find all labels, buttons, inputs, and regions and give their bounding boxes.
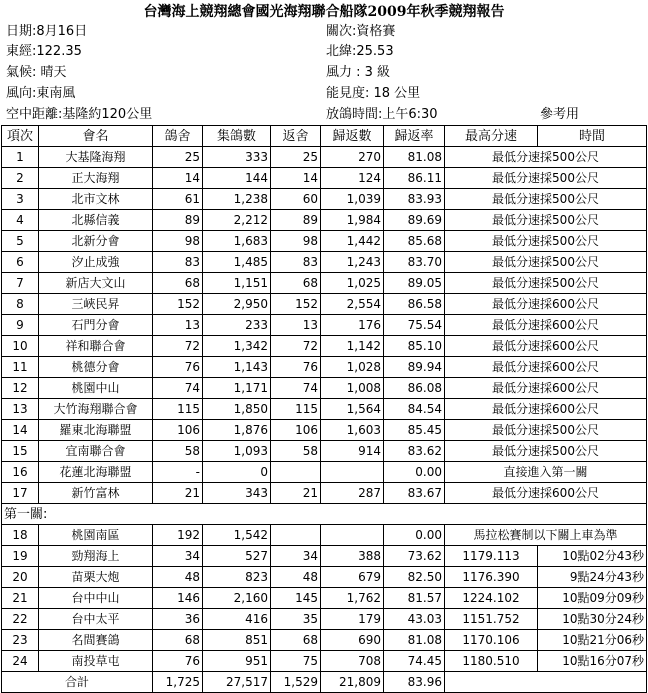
lofts-count: 89	[153, 210, 203, 231]
basketed-count: 851	[203, 630, 271, 651]
return-rate: 86.11	[384, 168, 445, 189]
returned-count: 1,025	[321, 273, 384, 294]
returned-lofts-count: 74	[271, 378, 321, 399]
return-rate: 86.58	[384, 294, 445, 315]
club-name: 名間賽鴿	[39, 630, 153, 651]
basketed-count: 1,171	[203, 378, 271, 399]
col-header: 集鴿數	[203, 126, 271, 147]
returned-lofts-count: 14	[271, 168, 321, 189]
returned-lofts-count: 75	[271, 651, 321, 672]
basketed-count: 1,542	[203, 525, 271, 546]
lofts-count: 72	[153, 336, 203, 357]
returned-count: 1,564	[321, 399, 384, 420]
total-row	[2, 672, 647, 693]
return-rate: 85.45	[384, 420, 445, 441]
max-speed: 1176.390	[445, 567, 538, 588]
weather-label: 氣候: 晴天	[6, 65, 67, 80]
club-name: 桃園南區	[39, 525, 153, 546]
row-number: 10	[2, 336, 39, 357]
basketed-count: 1,876	[203, 420, 271, 441]
speed-note: 最低分速採600公尺	[445, 357, 647, 378]
returned-lofts-count: 68	[271, 630, 321, 651]
club-name: 台中太平	[39, 609, 153, 630]
speed-note: 最低分速採500公尺	[445, 168, 647, 189]
lofts-count: 25	[153, 147, 203, 168]
table-row	[2, 273, 647, 294]
returned-count: 1,028	[321, 357, 384, 378]
lofts-count: 146	[153, 588, 203, 609]
table-row	[2, 147, 647, 168]
lofts-count: 36	[153, 609, 203, 630]
return-rate: 89.05	[384, 273, 445, 294]
row-number: 17	[2, 483, 39, 504]
club-name: 宜南聯合會	[39, 441, 153, 462]
return-rate: 81.08	[384, 630, 445, 651]
arrival-time: 10點09分09秒	[538, 588, 647, 609]
max-speed: 1170.106	[445, 630, 538, 651]
return-rate: 89.94	[384, 357, 445, 378]
returned-lofts-count: 60	[271, 189, 321, 210]
return-rate: 89.69	[384, 210, 445, 231]
table-row	[2, 588, 647, 609]
return-rate: 73.62	[384, 546, 445, 567]
table-header-row	[2, 126, 647, 147]
basketed-count: 1,238	[203, 189, 271, 210]
lofts-count: -	[153, 462, 203, 483]
table-row	[2, 210, 647, 231]
speed-note: 最低分速採600公尺	[445, 378, 647, 399]
speed-note: 最低分速採600公尺	[445, 483, 647, 504]
basketed-count: 1,683	[203, 231, 271, 252]
returned-count: 388	[321, 546, 384, 567]
row-number: 8	[2, 294, 39, 315]
speed-note: 最低分速採600公尺	[445, 315, 647, 336]
col-header: 返舍	[271, 126, 321, 147]
returned-count: 708	[321, 651, 384, 672]
speed-note: 最低分速採600公尺	[445, 336, 647, 357]
club-name: 桃德分會	[39, 357, 153, 378]
returned-count: 124	[321, 168, 384, 189]
release-time-label: 放鴿時間:上午6:30	[326, 107, 438, 122]
return-rate: 81.08	[384, 147, 445, 168]
table-row	[2, 609, 647, 630]
basketed-count: 527	[203, 546, 271, 567]
lofts-count: 74	[153, 378, 203, 399]
row-number: 11	[2, 357, 39, 378]
lofts-count: 58	[153, 441, 203, 462]
row-number: 2	[2, 168, 39, 189]
return-rate: 84.54	[384, 399, 445, 420]
returned-count: 690	[321, 630, 384, 651]
returned-lofts-count: 98	[271, 231, 321, 252]
speed-note: 最低分速採500公尺	[445, 441, 647, 462]
table-row	[2, 378, 647, 399]
table-row	[2, 462, 647, 483]
lofts-count: 76	[153, 357, 203, 378]
club-name: 三峽民昇	[39, 294, 153, 315]
row-number: 14	[2, 420, 39, 441]
table-row	[2, 189, 647, 210]
lofts-count: 34	[153, 546, 203, 567]
lofts-count: 13	[153, 315, 203, 336]
col-header: 會名	[39, 126, 153, 147]
returned-lofts-count: 89	[271, 210, 321, 231]
total-rate: 83.96	[384, 672, 445, 693]
returned-count: 1,008	[321, 378, 384, 399]
returned-lofts-count: 58	[271, 441, 321, 462]
lofts-count: 115	[153, 399, 203, 420]
club-name: 桃園中山	[39, 378, 153, 399]
latitude-label: 北緯:25.53	[326, 44, 394, 59]
returned-lofts-count: 145	[271, 588, 321, 609]
max-speed: 1224.102	[445, 588, 538, 609]
table-row	[2, 420, 647, 441]
table-row	[2, 441, 647, 462]
row-number: 15	[2, 441, 39, 462]
return-rate: 83.67	[384, 483, 445, 504]
lofts-count: 61	[153, 189, 203, 210]
returned-lofts-count: 115	[271, 399, 321, 420]
club-name: 北市文林	[39, 189, 153, 210]
club-name: 石門分會	[39, 315, 153, 336]
total-label: 合計	[2, 672, 153, 693]
speed-note: 最低分速採600公尺	[445, 294, 647, 315]
date-label: 日期:8月16日	[6, 24, 88, 39]
basketed-count: 343	[203, 483, 271, 504]
return-rate: 0.00	[384, 525, 445, 546]
speed-note: 最低分速採500公尺	[445, 420, 647, 441]
basketed-count: 951	[203, 651, 271, 672]
section-row	[2, 504, 647, 525]
table-row	[2, 336, 647, 357]
returned-count	[321, 462, 384, 483]
col-header: 歸返數	[321, 126, 384, 147]
basketed-count: 1,850	[203, 399, 271, 420]
returned-count: 270	[321, 147, 384, 168]
col-header: 項次	[2, 126, 39, 147]
row-number: 20	[2, 567, 39, 588]
col-header: 鴿舍	[153, 126, 203, 147]
returned-count: 2,554	[321, 294, 384, 315]
table-row	[2, 294, 647, 315]
col-header: 最高分速	[445, 126, 538, 147]
table-row	[2, 357, 647, 378]
row-number: 9	[2, 315, 39, 336]
row-number: 13	[2, 399, 39, 420]
returned-count: 176	[321, 315, 384, 336]
return-rate: 75.54	[384, 315, 445, 336]
row-number: 4	[2, 210, 39, 231]
lofts-count: 83	[153, 252, 203, 273]
basketed-count: 1,485	[203, 252, 271, 273]
event-label: 關次:資格賽	[326, 24, 396, 39]
wind-direction-label: 風向:東南風	[6, 86, 76, 101]
return-rate: 82.50	[384, 567, 445, 588]
row-number: 7	[2, 273, 39, 294]
speed-note: 最低分速採500公尺	[445, 189, 647, 210]
returned-count: 287	[321, 483, 384, 504]
max-speed: 1180.510	[445, 651, 538, 672]
returned-lofts-count: 76	[271, 357, 321, 378]
club-name: 大竹海翔聯合會	[39, 399, 153, 420]
club-name: 羅東北海聯盟	[39, 420, 153, 441]
row-number: 18	[2, 525, 39, 546]
table-row	[2, 168, 647, 189]
club-name: 北縣信義	[39, 210, 153, 231]
return-rate: 83.93	[384, 189, 445, 210]
lofts-count: 192	[153, 525, 203, 546]
lofts-count: 68	[153, 630, 203, 651]
returned-count: 179	[321, 609, 384, 630]
basketed-count: 1,143	[203, 357, 271, 378]
table-row	[2, 315, 647, 336]
row-number: 24	[2, 651, 39, 672]
returned-count	[321, 525, 384, 546]
row-number: 1	[2, 147, 39, 168]
table-row	[2, 231, 647, 252]
row-number: 16	[2, 462, 39, 483]
row-number: 5	[2, 231, 39, 252]
basketed-count: 1,342	[203, 336, 271, 357]
report-title: 台灣海上競翔總會國光海翔聯合船隊2009年秋季競翔報告	[143, 4, 505, 20]
table-row	[2, 567, 647, 588]
speed-note: 最低分速採600公尺	[445, 399, 647, 420]
returned-lofts-count: 68	[271, 273, 321, 294]
club-name: 花蓮北海聯盟	[39, 462, 153, 483]
return-rate: 81.57	[384, 588, 445, 609]
lofts-count: 48	[153, 567, 203, 588]
arrival-time: 9點24分43秒	[538, 567, 647, 588]
club-name: 苗栗大炮	[39, 567, 153, 588]
returned-lofts-count: 152	[271, 294, 321, 315]
total-lofts: 1,725	[153, 672, 203, 693]
wind-force-label: 風力 : 3 級	[326, 65, 391, 80]
visibility-label: 能見度: 18 公里	[326, 86, 421, 101]
returned-lofts-count: 35	[271, 609, 321, 630]
speed-note: 最低分速採500公尺	[445, 252, 647, 273]
basketed-count: 1,093	[203, 441, 271, 462]
returned-count: 1,762	[321, 588, 384, 609]
speed-note: 直接進入第一關	[445, 462, 647, 483]
row-number: 12	[2, 378, 39, 399]
returned-lofts-count: 106	[271, 420, 321, 441]
lofts-count: 106	[153, 420, 203, 441]
club-name: 新店大文山	[39, 273, 153, 294]
total-returned-lofts: 1,529	[271, 672, 321, 693]
reference-label: 參考用	[540, 107, 580, 122]
lofts-count: 14	[153, 168, 203, 189]
lofts-count: 68	[153, 273, 203, 294]
returned-count: 1,243	[321, 252, 384, 273]
returned-lofts-count	[271, 525, 321, 546]
basketed-count: 1,151	[203, 273, 271, 294]
distance-label: 空中距離:基隆約120公里	[6, 107, 153, 122]
row-number: 19	[2, 546, 39, 567]
returned-lofts-count: 13	[271, 315, 321, 336]
arrival-time: 10點21分06秒	[538, 630, 647, 651]
total-blank	[445, 672, 647, 693]
speed-note: 最低分速採500公尺	[445, 147, 647, 168]
basketed-count: 333	[203, 147, 271, 168]
returned-lofts-count: 72	[271, 336, 321, 357]
row-number: 3	[2, 189, 39, 210]
basketed-count: 416	[203, 609, 271, 630]
table-row	[2, 399, 647, 420]
returned-lofts-count	[271, 462, 321, 483]
speed-note: 馬拉松賽制以下關上車為準	[445, 525, 647, 546]
club-name: 大基隆海翔	[39, 147, 153, 168]
arrival-time: 10點30分24秒	[538, 609, 647, 630]
max-speed: 1151.752	[445, 609, 538, 630]
returned-count: 679	[321, 567, 384, 588]
return-rate: 0.00	[384, 462, 445, 483]
row-number: 21	[2, 588, 39, 609]
returned-count: 914	[321, 441, 384, 462]
row-number: 22	[2, 609, 39, 630]
basketed-count: 2,160	[203, 588, 271, 609]
returned-lofts-count: 21	[271, 483, 321, 504]
col-header: 時間	[538, 126, 647, 147]
results-table	[1, 125, 647, 693]
basketed-count: 144	[203, 168, 271, 189]
returned-lofts-count: 48	[271, 567, 321, 588]
return-rate: 86.08	[384, 378, 445, 399]
returned-lofts-count: 25	[271, 147, 321, 168]
lofts-count: 98	[153, 231, 203, 252]
col-header: 歸返率	[384, 126, 445, 147]
section-label: 第一關:	[2, 504, 647, 525]
club-name: 新竹富林	[39, 483, 153, 504]
speed-note: 最低分速採500公尺	[445, 210, 647, 231]
returned-count: 1,603	[321, 420, 384, 441]
returned-lofts-count: 83	[271, 252, 321, 273]
basketed-count: 0	[203, 462, 271, 483]
lofts-count: 76	[153, 651, 203, 672]
return-rate: 74.45	[384, 651, 445, 672]
returned-lofts-count: 34	[271, 546, 321, 567]
basketed-count: 2,212	[203, 210, 271, 231]
total-returned: 21,809	[321, 672, 384, 693]
club-name: 勁翔海上	[39, 546, 153, 567]
basketed-count: 823	[203, 567, 271, 588]
lofts-count: 152	[153, 294, 203, 315]
table-row	[2, 483, 647, 504]
total-basketed: 27,517	[203, 672, 271, 693]
return-rate: 43.03	[384, 609, 445, 630]
club-name: 南投草屯	[39, 651, 153, 672]
arrival-time: 10點02分43秒	[538, 546, 647, 567]
return-rate: 85.10	[384, 336, 445, 357]
arrival-time: 10點16分07秒	[538, 651, 647, 672]
table-row	[2, 651, 647, 672]
club-name: 台中中山	[39, 588, 153, 609]
basketed-count: 2,950	[203, 294, 271, 315]
table-row	[2, 630, 647, 651]
returned-count: 1,142	[321, 336, 384, 357]
return-rate: 85.68	[384, 231, 445, 252]
club-name: 正大海翔	[39, 168, 153, 189]
longitude-label: 東經:122.35	[6, 44, 82, 59]
returned-count: 1,984	[321, 210, 384, 231]
returned-count: 1,039	[321, 189, 384, 210]
return-rate: 83.70	[384, 252, 445, 273]
row-number: 6	[2, 252, 39, 273]
club-name: 祥和聯合會	[39, 336, 153, 357]
max-speed: 1179.113	[445, 546, 538, 567]
club-name: 北新分會	[39, 231, 153, 252]
table-row	[2, 252, 647, 273]
lofts-count: 21	[153, 483, 203, 504]
table-row	[2, 546, 647, 567]
return-rate: 83.62	[384, 441, 445, 462]
club-name: 汐止成強	[39, 252, 153, 273]
speed-note: 最低分速採500公尺	[445, 231, 647, 252]
basketed-count: 233	[203, 315, 271, 336]
table-row	[2, 525, 647, 546]
speed-note: 最低分速採500公尺	[445, 273, 647, 294]
returned-count: 1,442	[321, 231, 384, 252]
row-number: 23	[2, 630, 39, 651]
